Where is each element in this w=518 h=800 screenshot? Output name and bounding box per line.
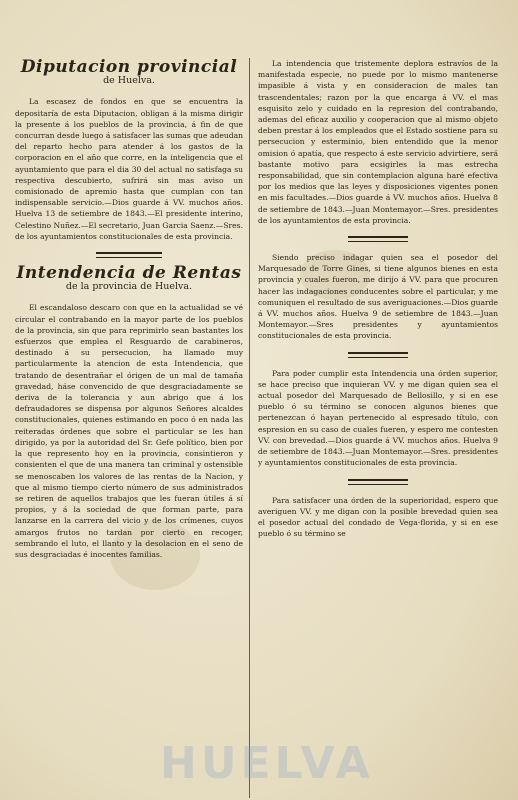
diputacion-notice: La escasez de fondos en que se encuentra la depositaría de esta Diputacion, obligan á la misma dirigir la presente á los pueblos de la provincia, á fin de que concurran desde luego á satisfacer las sumas que adeudan del reparto hecho para atender á los gastos de la corporacion en el año que corre, en la inteligencia que el ayuntamiento que para el dia 30 del actual no satisfaga su respectiva descubierto, sufrirá sin mas aviso un comisionado de apremio hasta que cumplan con tan indispensable servicio.—Dios guarde á VV. muchos años. Huelva 13 de setiembre de 1843.—El presidente interino, Celestino Nuñez.—El secretario, Juan Garcia Saenz.—Sres. de los ayuntamientos constitucionales de esta provincia. [15,97,243,241]
right-column [258,58,498,539]
section-rule [348,479,408,485]
left-column [15,58,243,560]
contrabando-notice: El escandaloso descaro con que en la actualidad se vé circular el contrabando en la mayor parte de los pueblos de la provincia, sin que para reprimirlo sean bastantes los esfuerzos que emplea el Resguardo de carabineros, destinado á su persecucion, ha llamado muy particularmente la atencion de esta Intendencia, que tratando de desentrañar el órigen de un mal de tamaña gravedad, háse convencido de que desgraciadamente se deriva de la tolerancia y aun abrigo que á los defraudadores se dispensa por algunos Señores alcaldes constitucionales, quienes estimando en poco ó en nada las reiteradas órdenes que sobre el particular se les han dirigido, ya por la autoridad del Sr. Gefe político, bien por la que represento hoy en la provincia, consintieron y consienten el que de una manera tan criminal y ostensible se menoscaben los valores de las rentas de la Nacion, y que al mismo tiempo cierto número de sus administrados se retiren de aquellos trabajos que les fueran útiles á sí propios, y á la sociedad de que forman parte, para lanzarse en la carrera del vicio y de los crímenes, cuyos amargos frutos no tardan por cierto en recoger, sembrando el luto, el llanto y la desolacion en el seno de sus desgraciadas é inocentes familias. [15,303,243,559]
section-rule [348,236,408,242]
section-rule [348,352,408,358]
bellosillo-notice: Para poder cumplir esta Intendencia una órden superior, se hace preciso que inquieran VV. y me digan quien sea el actual posedor del Marquesado de Bellosillo, y si en ese pueblo ó su término se conocen algunos bienes que pertenezcan ó hayan pertenecido al espresado título, con espresion en su caso de cuales fueren, y espero me contesten VV. con brevedad.—Dios guarde á VV. muchos años. Huelva 9 de setiembre de 1843.—Juan Montemayor.—Sres. presidentes y ayuntamientos constitucionales de esta provincia. [258,368,498,468]
column-divider [249,58,250,798]
vega-florida-notice: Para satisfacer una órden de la superioridad, espero que averiguen VV. y me digan con la posible brevedad quien sea el posedor actual del condado de Vega-florida, y si en ese pueblo ó su término se [258,495,498,539]
diputacion-subheading: de Huelva. [103,75,155,87]
archive-watermark: HUELVA [160,738,374,789]
section-rule [96,252,162,258]
intendencia-continuation: La intendencia que tristemente deplora estravíos de la manifestada especie, no puede por lo mismo mantenerse impasible á vista y en consideracion de males tan trascendentales; razon por la que encarga á VV. el mas esquisito zelo y cuidado en la represion del contrabando, ademas del eficaz auxilio y cooperacion que al mismo objeto deben prestar á los empleados que el Estado sostiene para su persecucion y esterminio, bien entendido que la menor omision ó apatía, que respecto á este servicio advirtiere, será bastante motivo para ecsigirles la mas estrecha responsabilidad, que sin contemplacion alguna haré efectiva por los medios que las leyes y disposiciones vigentes ponen en mis facultades.—Dios guarde á VV. muchos años. Huelva 8 de setiembre de 1843.—Juan Montemayor.—Sres. presidentes de los ayuntamientos de esta provincia. [258,59,498,225]
torre-gines-notice: Siendo preciso indagar quien sea el posedor del Marquesado de Torre Gines, si tiene algunos bienes en esta provincia y cuales fueron, me dirijo á VV. para que procuren hacer las indagaciones conducentes sobre el particular, y me comuniquen el resultado de sus averiguaciones.—Dios guarde á VV. muchos años. Huelva 9 de setiembre de 1843.—Juan Montemayor.—Sres presidentes y ayuntamientos constitucionales de esta provincia. [258,253,498,341]
intendencia-heading: Intendencia de Rentas [16,263,242,284]
diputacion-heading: Diputacion provincial [20,57,238,77]
intendencia-subheading: de la provincia de Huelva. [65,281,193,293]
